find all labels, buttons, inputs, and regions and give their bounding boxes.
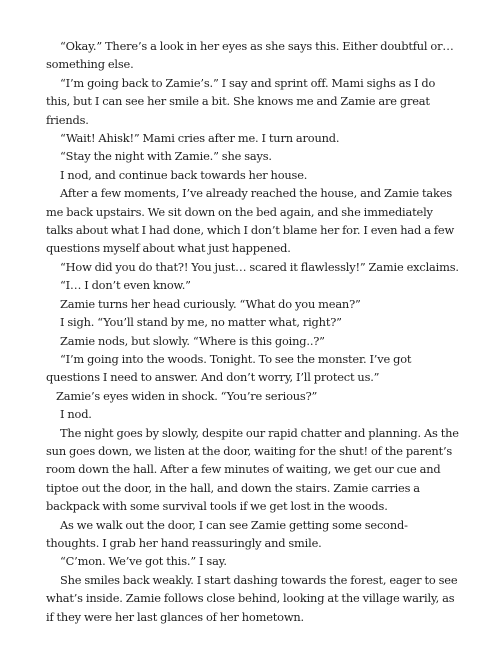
paragraph: “I’m going into the woods. Tonight. To see the monster. I’ve got questions I need to answer. And don’t worry, I’ll protect us.” [46,351,412,385]
paragraph: “I’m going back to Zamie’s.” I say and sprint off. Mami sighs as I do this, but I can see her smile a bit. She knows me and Zamie are great friends. [46,75,436,127]
paragraph: I nod. [60,407,92,422]
paragraph: Zamie nods, but slowly. “Where is this going..?” [60,333,325,348]
paragraph: She smiles back weakly. I start dashing towards the forest, eager to see what’s inside. Zamie follows close behind, looking at the village warily, as if they were her last glances of her hometown. [46,572,458,624]
paragraph: “Stay the night with Zamie.” she says. [60,149,272,164]
paragraph: “C’mon. We’ve got this.” I say. [60,554,227,569]
paragraph: “I… I don’t even know.” [60,278,191,293]
story-text [46,37,460,626]
paragraph: Zamie’s eyes widen in shock. “You’re serious?” [56,388,318,403]
paragraph: “Okay.” There’s a look in her eyes as she says this. Either doubtful or… something else. [46,39,454,72]
paragraph: I nod, and continue back towards her house. [60,167,308,182]
paragraph: As we walk out the door, I can see Zamie getting some second-thoughts. I grab her hand reassuringly and smile. [46,517,408,550]
paragraph: I sigh. “You’ll stand by me, no matter what, right?” [60,315,342,330]
paragraph: After a few moments, I’ve already reached the house, and Zamie takes me back upstairs. We sit down on the bed again, and she immediately talks about what I had done, which I don’t blame her for. I even had a few questions myself about what just happened. [46,186,455,256]
paragraph: Zamie turns her head curiously. “What do you mean?” [60,296,361,311]
paragraph: “How did you do that?! You just… scared it flawlessly!” Zamie exclaims. [60,259,459,274]
paragraph: “Wait! Ahisk!” Mami cries after me. I turn around. [60,131,340,146]
paragraph: The night goes by slowly, despite our rapid chatter and planning. As the sun goes down, we listen at the door, waiting for the shut! of the parent’s room down the hall. After a few minutes of waiting, we get our cue and tiptoe out the door, in the hall, and down the stairs. Zamie carries a backpack with some survival tools if we get lost in the woods. [46,425,459,514]
